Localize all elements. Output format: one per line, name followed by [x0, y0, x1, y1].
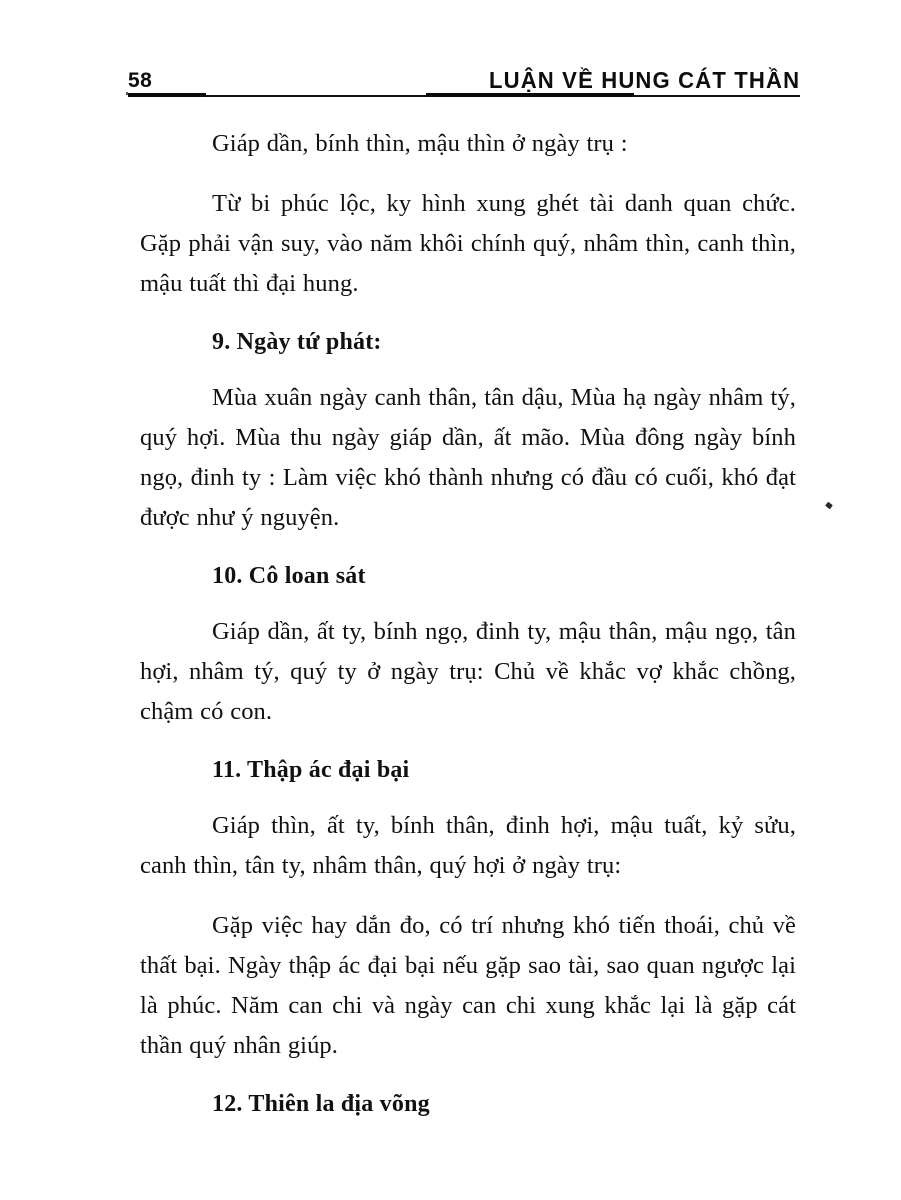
- header-rule-thick-segment-mid: [426, 93, 634, 97]
- section-heading-11: 11. Thập ác đại bại: [212, 757, 410, 783]
- heading-gap: [140, 538, 796, 556]
- scan-artifact-speck: [825, 502, 833, 510]
- after-heading-gap: [140, 790, 796, 806]
- heading-gap: [140, 1066, 796, 1084]
- paragraph-gap: [140, 886, 796, 906]
- page-number: 58: [128, 69, 153, 92]
- section-heading-12: 12. Thiên la địa võng: [212, 1091, 430, 1117]
- running-title: LUẬN VỀ HUNG CÁT THẦN: [488, 67, 800, 93]
- paragraph-gap: [140, 164, 796, 184]
- header-rule-thick-segment-left: [128, 93, 206, 97]
- paragraph-6: Gặp việc hay dắn đo, có trí nhưng khó tiến thoái, chủ về thất bại. Ngày thập ác đại bại nếu gặp sao tài, sao quan ngược lại là phúc. Năm can chi và ngày can chi xung khắc lại là gặp cát thần quý nhân giúp.: [140, 912, 796, 1059]
- heading-gap: [140, 732, 796, 750]
- after-heading-gap: [140, 362, 796, 378]
- heading-gap: [140, 304, 796, 322]
- paragraph-2: Từ bi phúc lộc, ky hình xung ghét tài danh quan chức. Gặp phải vận suy, vào năm khôi chính quý, nhâm thìn, canh thìn, mậu tuất thì đại hung.: [140, 190, 796, 297]
- header-rule: [126, 92, 802, 99]
- paragraph-3: Mùa xuân ngày canh thân, tân dậu, Mùa hạ ngày nhâm tý, quý hợi. Mùa thu ngày giáp dần, ất mão. Mùa đông ngày bính ngọ, đinh ty : Làm việc khó thành nhưng có đầu có cuối, khó đạt được như ý nguyện.: [140, 384, 796, 531]
- running-head: [128, 54, 800, 92]
- after-heading-gap: [140, 596, 796, 612]
- section-heading-9: 9. Ngày tứ phát:: [212, 329, 382, 355]
- text-column: [140, 124, 796, 1124]
- paragraph-4: Giáp dần, ất ty, bính ngọ, đinh ty, mậu thân, mậu ngọ, tân hợi, nhâm tý, quý ty ở ngày trụ: Chủ về khắc vợ khắc chồng, chậm có con.: [140, 618, 796, 725]
- paragraph-1: Giáp dần, bính thìn, mậu thìn ở ngày trụ :: [212, 130, 628, 157]
- paragraph-5: Giáp thìn, ất ty, bính thân, đinh hợi, mậu tuất, kỷ sửu, canh thìn, tân ty, nhâm thân, quý hợi ở ngày trụ:: [140, 812, 796, 879]
- section-heading-10: 10. Cô loan sát: [212, 563, 366, 589]
